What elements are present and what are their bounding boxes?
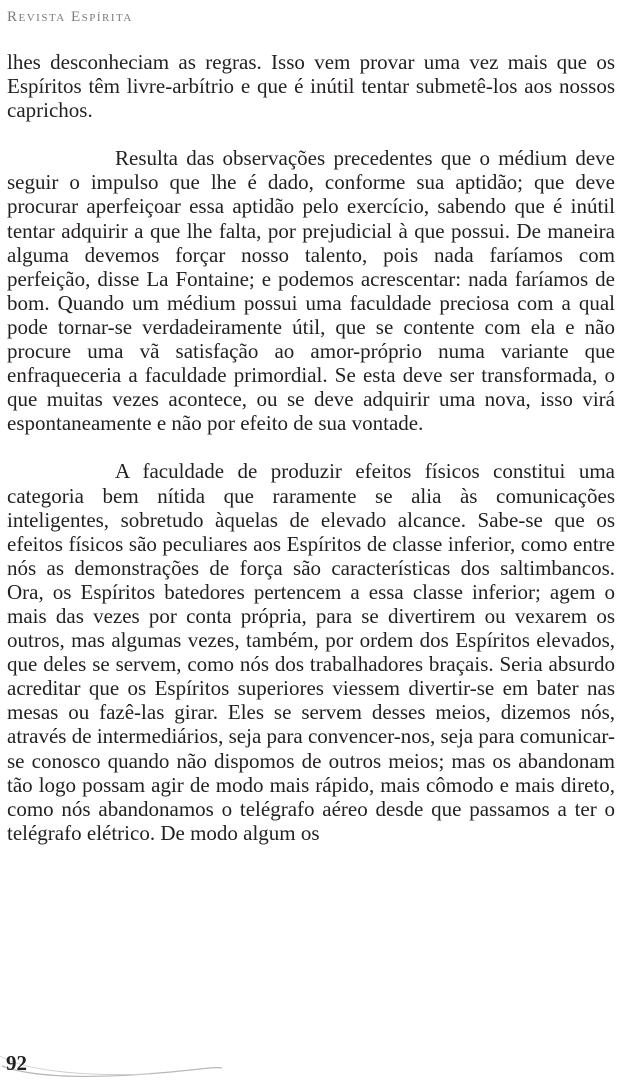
page-ornament-swoosh bbox=[0, 1046, 230, 1081]
running-header: Revista Espírita bbox=[7, 9, 133, 25]
paragraph: A faculdade de produzir efeitos físicos constitui uma categoria bem nítida que raramente se alia às comunicações inteligentes, sobretudo àquelas de elevado alcance. Sabe-se que os efeitos físicos são peculiares aos Espíritos de classe inferior, como entre nós as demonstrações de força são características dos saltimbancos. Ora, os Espíritos batedores pertencem a essa classe inferior; agem o mais das vezes por conta própria, para se divertirem ou vexarem os outros, mas algumas vezes, também, por ordem dos Espíritos elevados, que deles se servem, como nós dos trabalhadores braçais. Seria absurdo acreditar que os Espíritos superiores viessem divertir-se em bater nas mesas ou fazê-las girar. Eles se servem desses meios, dizemos nós, através de intermediários, seja para convencer-nos, seja para comunicar-se conosco quando não dispomos de outros meios; mas os abandonam tão logo possam agir de modo mais rápido, mais cômodo e mais direto, como nós abandonamos o telégrafo aéreo desde que passamos a ter o telégrafo elétrico. De modo algum os bbox=[7, 459, 615, 845]
paragraph-continuation: lhes desconheciam as regras. Isso vem provar uma vez mais que os Espíritos têm livre-arbítrio e que é inútil tentar submetê-los aos nossos caprichos. bbox=[7, 50, 615, 123]
paragraph: Resulta das observações precedentes que o médium deve seguir o impulso que lhe é dado, conforme sua aptidão; que deve procurar aperfeiçoar essa aptidão pelo exercício, sabendo que é inútil tentar adquirir a que lhe falta, por prejudicial à que possui. De maneira alguma devemos forçar nosso talento, pois nada faríamos com perfeição, disse La Fontaine; e podemos acrescentar: nada faríamos de bom. Quando um médium possui uma faculdade preciosa com a qual pode tornar-se verdadeiramente útil, que se contente com ela e não procure uma vã satisfação ao amor-próprio numa variante que enfraqueceria a faculdade primordial. Se esta deve ser transformada, o que muitas vezes acontece, ou se deve adquirir uma nova, isso virá espontaneamente e não por efeito de sua vontade. bbox=[7, 146, 615, 436]
body-text bbox=[7, 50, 615, 845]
page-number: 92 bbox=[6, 1051, 27, 1075]
